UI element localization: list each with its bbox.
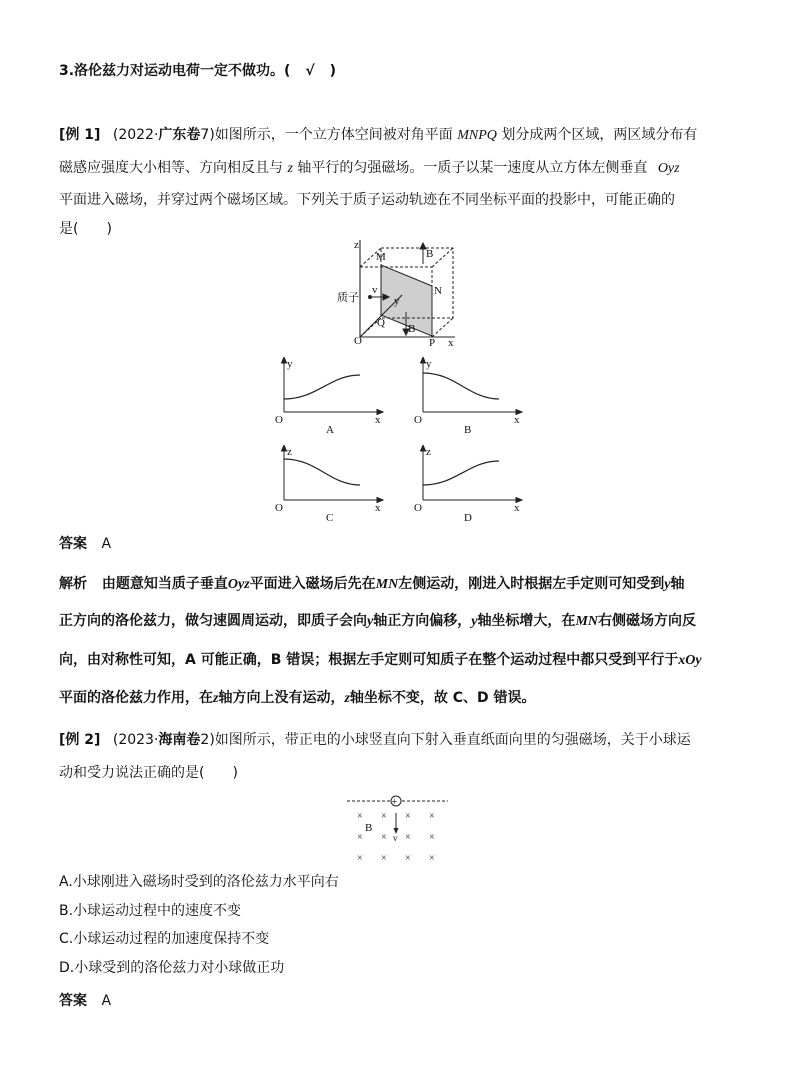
analysis-line-4: [59, 688, 536, 709]
example-1-line-1: [59, 125, 697, 146]
field-cross: ×: [405, 853, 411, 864]
field-cross: ×: [381, 853, 387, 864]
analysis-symbol: xOy: [678, 653, 702, 668]
answer-1-value: A: [101, 536, 112, 552]
analysis-symbol: MN: [375, 577, 399, 592]
graph-b-y: y: [426, 358, 432, 370]
option-c: C.小球运动过程的加速度保持不变: [59, 931, 270, 947]
example-1-source: 广东卷: [158, 127, 201, 143]
graph-c-caption: C: [326, 512, 334, 524]
example-1-line-4: [59, 219, 112, 239]
graph-d-caption: D: [464, 512, 472, 524]
example-2-year: (2023·: [112, 732, 159, 748]
label-B-down: B: [408, 323, 416, 335]
magnetic-field-figure: [345, 793, 450, 865]
option-b: B.小球运动过程中的速度不变: [59, 903, 242, 919]
analysis-symbol: z: [213, 691, 219, 706]
analysis-text: 由题意知当质子垂直: [101, 576, 228, 592]
graph-b-x: x: [514, 414, 520, 426]
axis-z-label: z: [354, 240, 359, 251]
graph-b: [411, 357, 523, 437]
analysis-text: 轴方向上没有运动，: [218, 690, 345, 706]
label-Q: Q: [377, 317, 385, 329]
field-cross: ×: [357, 853, 363, 864]
statement-3-text: 3.洛伦兹力对运动电荷一定不做功。(: [59, 63, 291, 79]
analysis-text: 平面进入磁场后先在: [249, 576, 376, 592]
graph-c-z: z: [287, 446, 292, 458]
label-proton: 质子: [337, 291, 359, 304]
example-2-line-2: [59, 763, 238, 783]
answer-2-value: A: [101, 993, 112, 1009]
field-cross: ×: [357, 811, 363, 822]
analysis-text: 右侧磁场方向反: [598, 613, 696, 629]
example-2-line-1: [59, 730, 691, 750]
analysis-text: 向，由对称性可知，A 可能正确，B 错误；根据左手定则可知质子在整个运动过程中都只受到平行于: [59, 652, 679, 668]
graph-a-caption: A: [326, 424, 334, 436]
cube-figure: [330, 240, 470, 350]
plane-symbol: Oyz: [657, 161, 680, 176]
graph-a-origin: O: [275, 414, 283, 426]
analysis-text: 轴: [670, 576, 685, 592]
analysis-text: 正方向的洛伦兹力，做匀速圆周运动，即质子会向: [59, 613, 367, 629]
analysis-symbol: Oyz: [227, 577, 250, 592]
analysis-text: 左侧运动，刚进入时根据左手定则可知受到: [398, 576, 665, 592]
analysis-symbol: y: [664, 577, 671, 592]
option-a: A.小球刚进入磁场时受到的洛伦兹力水平向右: [59, 874, 339, 890]
answer-2-label: 答案: [59, 993, 87, 1009]
charge-symbol: +: [391, 797, 398, 808]
option-d: D.小球受到的洛伦兹力对小球做正功: [59, 960, 285, 976]
axis-x-label: x: [448, 337, 454, 349]
analysis-symbol: y: [471, 614, 478, 629]
graph-d-origin: O: [414, 502, 422, 514]
analysis-line-1: [59, 574, 684, 595]
example-1-text: 如图所示，一个立方体空间被对角平面: [214, 127, 453, 143]
field-label-B: B: [365, 822, 373, 834]
graph-c: [272, 445, 384, 525]
axis-y-label: y: [394, 295, 400, 307]
graph-c-origin: O: [275, 502, 283, 514]
statement-3: [59, 61, 336, 81]
graph-b-origin: O: [414, 414, 422, 426]
graph-d-x: x: [514, 502, 520, 514]
example-1-text: 是( ): [59, 221, 112, 237]
graph-a-x: x: [375, 414, 381, 426]
analysis-line-2: [59, 611, 696, 632]
example-1-text: 划分成两个区域，两区域分布有: [501, 127, 698, 143]
example-1-line-3: [59, 190, 675, 210]
example-1-text: 磁感应强度大小相等、方向相反且与: [59, 160, 283, 176]
graph-a-y: y: [287, 358, 293, 370]
graph-d-z: z: [426, 446, 431, 458]
analysis-text: 平面的洛伦兹力作用，在: [59, 690, 213, 706]
label-M: M: [376, 251, 386, 263]
field-cross: ×: [357, 832, 363, 843]
example-1-text: 平面进入磁场，并穿过两个磁场区域。下列关于质子运动轨迹在不同坐标平面的投影中，可能正确的: [59, 192, 675, 208]
example-1-line-2: [59, 158, 680, 179]
graph-c-x: x: [375, 502, 381, 514]
statement-3-close: ): [329, 63, 336, 79]
answer-2: [59, 991, 111, 1011]
example-2-tag: [例 2]: [59, 732, 101, 748]
example-2-text: 动和受力说法正确的是( ): [59, 765, 238, 781]
plane-name: MNPQ: [457, 128, 497, 143]
example-1-tag: [例 1]: [59, 127, 101, 143]
field-cross: ×: [429, 811, 435, 822]
analysis-text: 轴坐标增大，在: [477, 613, 576, 629]
analysis-line-3: [59, 650, 702, 671]
field-cross: ×: [429, 853, 435, 864]
example-2-source: 海南卷: [158, 732, 201, 748]
axis-symbol: z: [287, 161, 293, 176]
analysis-symbol: y: [367, 614, 374, 629]
analysis-text: 轴坐标不变，故 C、D 错误。: [349, 690, 536, 706]
example-2-text: 如图所示，带正电的小球竖直向下射入垂直纸面向里的匀强磁场，关于小球运: [214, 732, 691, 748]
velocity-label: v: [393, 833, 398, 843]
field-cross: ×: [405, 811, 411, 822]
answer-1: [59, 534, 111, 554]
label-O: O: [354, 335, 362, 347]
field-cross: ×: [381, 832, 387, 843]
field-cross: ×: [405, 832, 411, 843]
check-mark: √: [305, 63, 315, 79]
label-P: P: [429, 337, 436, 349]
example-1-num: 7): [200, 127, 215, 143]
graph-d: [411, 445, 523, 525]
example-2-num: 2): [200, 732, 215, 748]
label-v: v: [372, 284, 378, 296]
example-1-year: (2022·: [112, 127, 159, 143]
label-N: N: [434, 285, 442, 297]
graph-b-caption: B: [464, 424, 472, 436]
graph-a: [272, 357, 384, 437]
analysis-symbol: z: [344, 691, 350, 706]
label-B-up: B: [426, 248, 434, 260]
field-cross: ×: [429, 832, 435, 843]
analysis-symbol: MN: [575, 614, 598, 629]
example-1-text: 轴平行的匀强磁场。一质子以某一速度从立方体左侧垂直: [297, 160, 648, 176]
analysis-text: 轴正方向偏移，: [373, 613, 472, 629]
answer-1-label: 答案: [59, 536, 87, 552]
field-cross: ×: [381, 811, 387, 822]
analysis-label: 解析: [59, 576, 87, 592]
